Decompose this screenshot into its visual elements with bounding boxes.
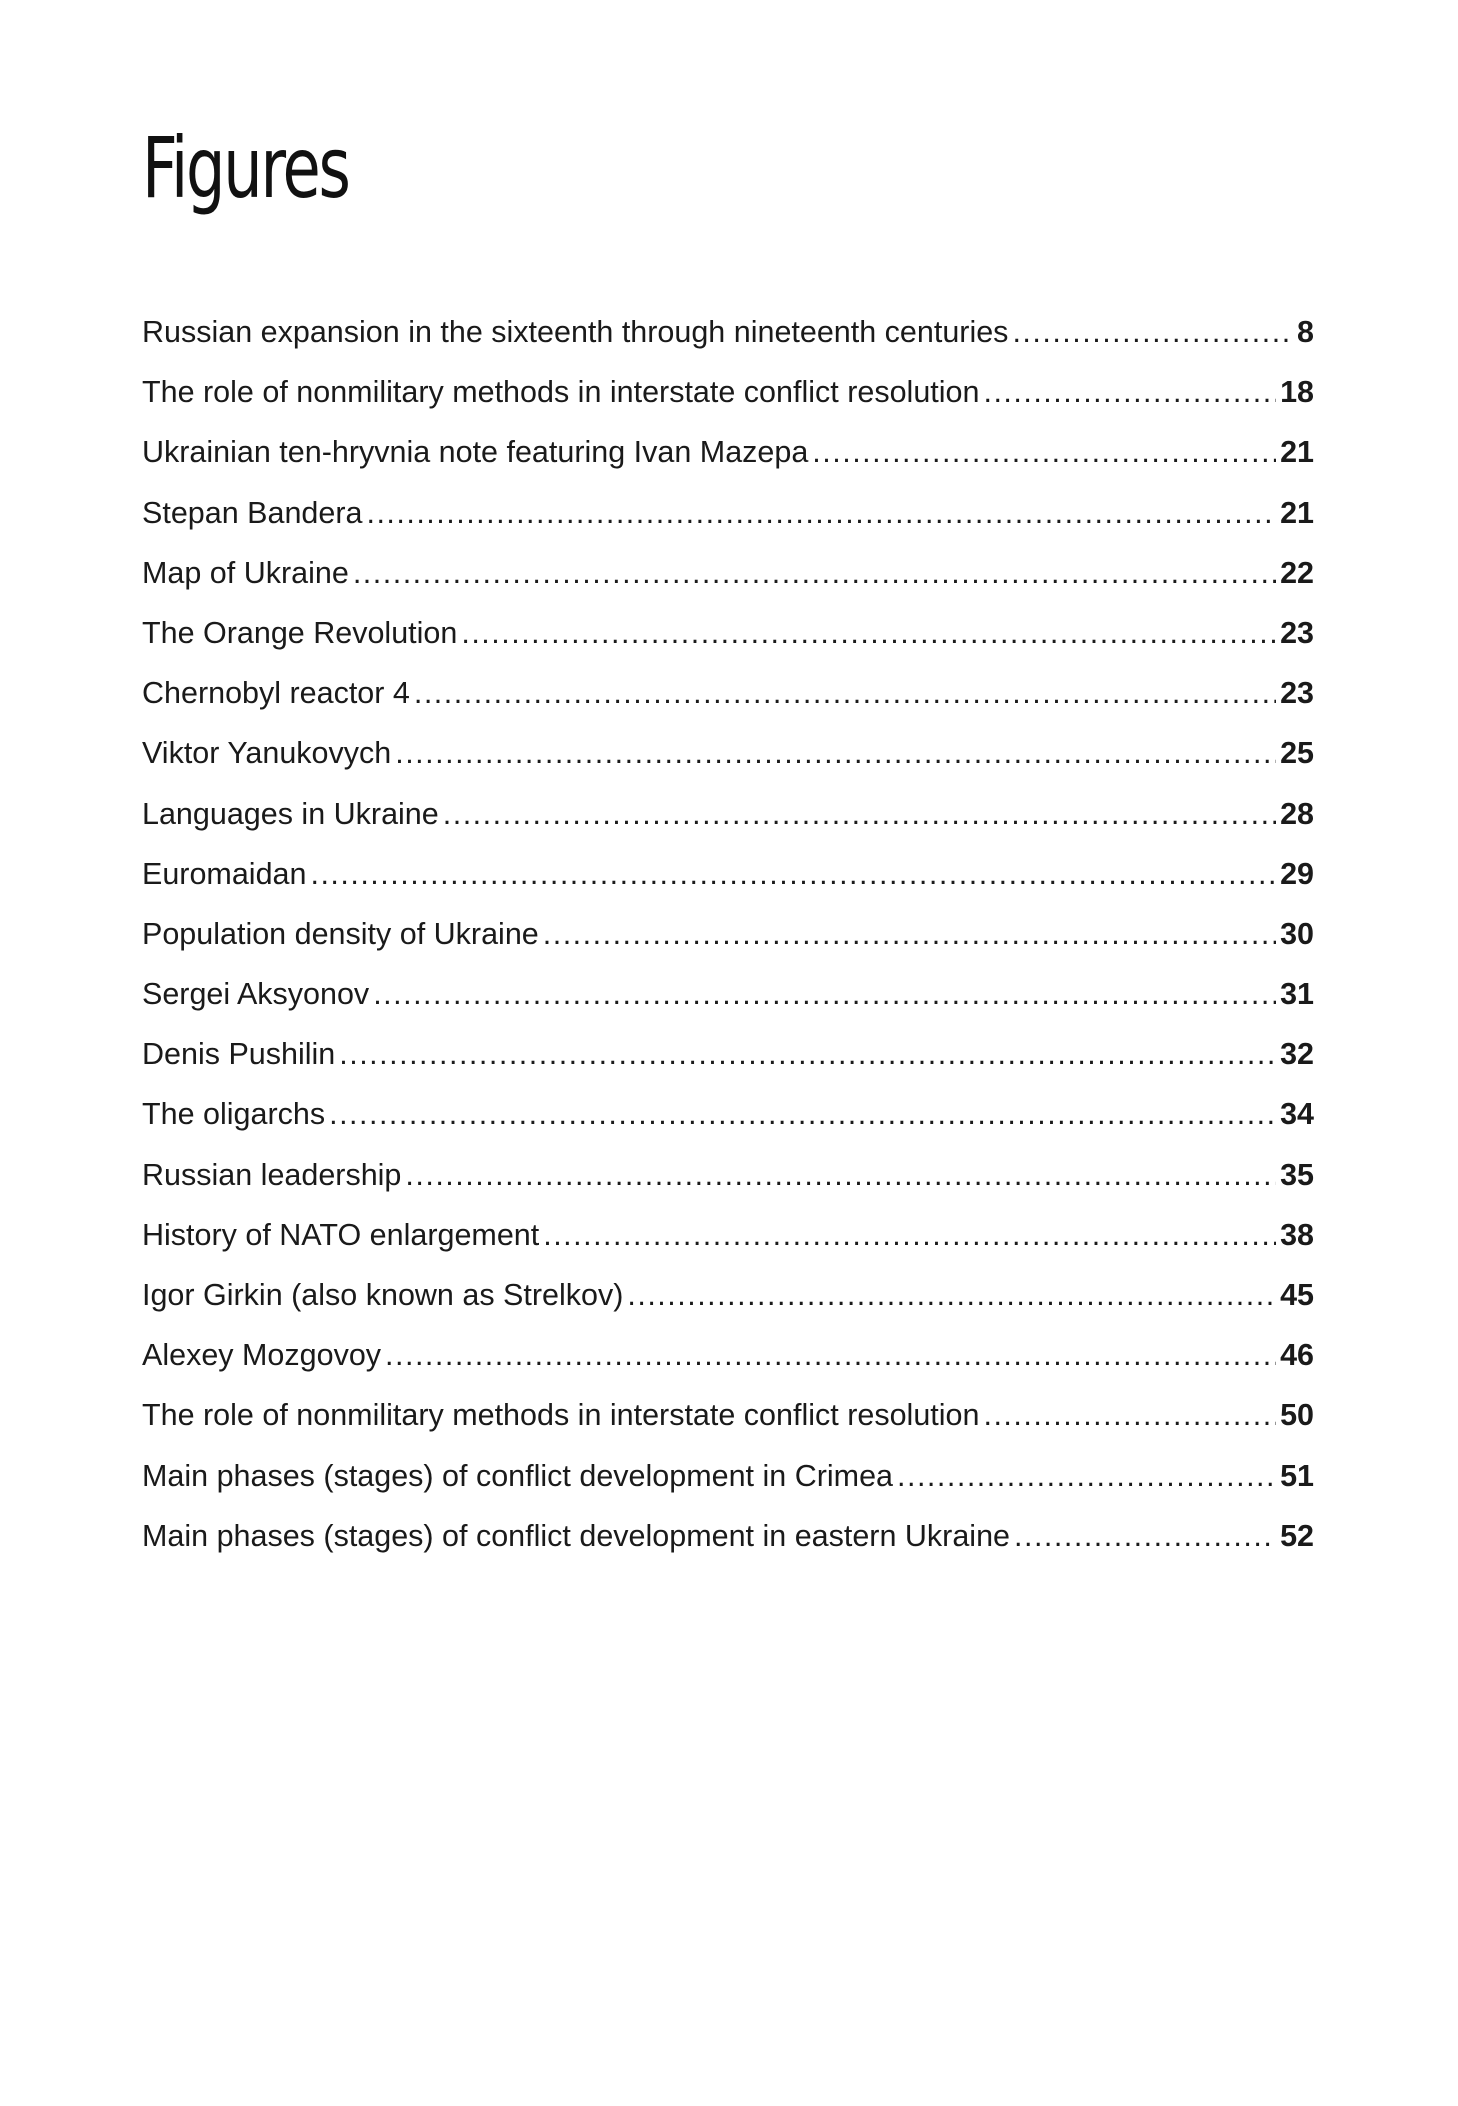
dot-leader <box>543 1205 1276 1265</box>
dot-leader <box>366 483 1276 543</box>
page-number: 45 <box>1280 1278 1314 1312</box>
page-title: Figures <box>142 119 349 217</box>
page-number: 22 <box>1280 555 1314 590</box>
page-number: 25 <box>1280 736 1314 771</box>
list-item[interactable] <box>142 964 1314 1024</box>
list-item[interactable] <box>142 1265 1314 1325</box>
figure-title: Ukrainian ten-hryvnia note featuring Ivan Mazepa <box>142 435 809 470</box>
list-item[interactable] <box>142 603 1314 663</box>
page-number: 21 <box>1280 495 1314 530</box>
dot-leader <box>385 1325 1276 1385</box>
dot-leader <box>310 844 1276 904</box>
dot-leader <box>897 1446 1276 1506</box>
page-number: 23 <box>1280 615 1314 650</box>
page-number: 21 <box>1280 435 1314 470</box>
page-number: 52 <box>1280 1518 1314 1553</box>
page-number: 31 <box>1280 977 1314 1012</box>
list-item[interactable] <box>142 723 1314 783</box>
figure-title: Alexey Mozgovoy <box>142 1338 382 1373</box>
list-item[interactable] <box>142 543 1314 603</box>
page-number: 28 <box>1280 796 1314 831</box>
dot-leader <box>373 964 1276 1024</box>
dot-leader <box>405 1145 1276 1205</box>
page-number: 50 <box>1280 1398 1314 1433</box>
dot-leader <box>461 603 1276 663</box>
figure-title: Euromaidan <box>142 856 307 891</box>
figure-title: Igor Girkin (also known as Strelkov) <box>142 1278 624 1312</box>
figure-title: The role of nonmilitary methods in interstate conflict resolution <box>142 1398 980 1433</box>
page-number: 38 <box>1280 1217 1314 1252</box>
page-number: 32 <box>1280 1037 1314 1072</box>
page-number: 30 <box>1280 916 1314 951</box>
figure-title: The role of nonmilitary methods in interstate conflict resolution <box>142 375 980 410</box>
dot-leader <box>543 904 1276 964</box>
page-number: 18 <box>1280 375 1314 410</box>
figure-title: Russian expansion in the sixteenth through nineteenth centuries <box>142 315 1009 349</box>
dot-leader <box>1014 1506 1276 1566</box>
page-number: 46 <box>1280 1338 1314 1373</box>
figure-title: Languages in Ukraine <box>142 796 439 831</box>
dot-leader <box>339 1024 1276 1084</box>
figure-title: The oligarchs <box>142 1097 326 1132</box>
page-number: 51 <box>1280 1458 1314 1493</box>
page-number: 29 <box>1280 856 1314 891</box>
dot-leader <box>812 422 1276 482</box>
list-item[interactable] <box>142 904 1314 964</box>
dot-leader <box>1012 302 1293 362</box>
list-item[interactable] <box>142 784 1314 844</box>
list-item[interactable] <box>142 362 1314 422</box>
figure-title: Chernobyl reactor 4 <box>142 676 410 711</box>
figure-title: Map of Ukraine <box>142 555 349 590</box>
figure-title: History of NATO enlargement <box>142 1217 540 1252</box>
list-item[interactable] <box>142 1145 1314 1205</box>
page-number: 35 <box>1280 1157 1314 1192</box>
dot-leader <box>395 723 1276 783</box>
dot-leader <box>627 1265 1276 1325</box>
list-item[interactable] <box>142 1024 1314 1084</box>
list-item[interactable] <box>142 302 1314 362</box>
list-item[interactable] <box>142 1325 1314 1385</box>
figure-title: Sergei Aksyonov <box>142 977 370 1012</box>
list-item[interactable] <box>142 1084 1314 1144</box>
list-item[interactable] <box>142 844 1314 904</box>
figure-title: Main phases (stages) of conflict development in Crimea <box>142 1458 893 1493</box>
figure-title: Russian leadership <box>142 1157 402 1192</box>
figures-list <box>142 302 1314 1566</box>
figure-title: Denis Pushilin <box>142 1037 336 1072</box>
dot-leader <box>329 1084 1276 1144</box>
list-item[interactable] <box>142 1446 1314 1506</box>
dot-leader <box>983 1385 1276 1445</box>
dot-leader <box>983 362 1276 422</box>
list-item[interactable] <box>142 483 1314 543</box>
page-number: 34 <box>1280 1097 1314 1132</box>
dot-leader <box>443 784 1276 844</box>
list-item[interactable] <box>142 422 1314 482</box>
list-item[interactable] <box>142 663 1314 723</box>
figure-title: Population density of Ukraine <box>142 916 539 951</box>
page-number: 8 <box>1297 315 1314 349</box>
list-item[interactable] <box>142 1506 1314 1566</box>
dot-leader <box>414 663 1276 723</box>
figure-title: Stepan Bandera <box>142 495 363 530</box>
list-item[interactable] <box>142 1205 1314 1265</box>
dot-leader <box>353 543 1276 603</box>
figure-title: The Orange Revolution <box>142 615 458 650</box>
figure-title: Viktor Yanukovych <box>142 736 392 771</box>
figure-title: Main phases (stages) of conflict development in eastern Ukraine <box>142 1518 1010 1553</box>
list-item[interactable] <box>142 1385 1314 1445</box>
page-number: 23 <box>1280 676 1314 711</box>
